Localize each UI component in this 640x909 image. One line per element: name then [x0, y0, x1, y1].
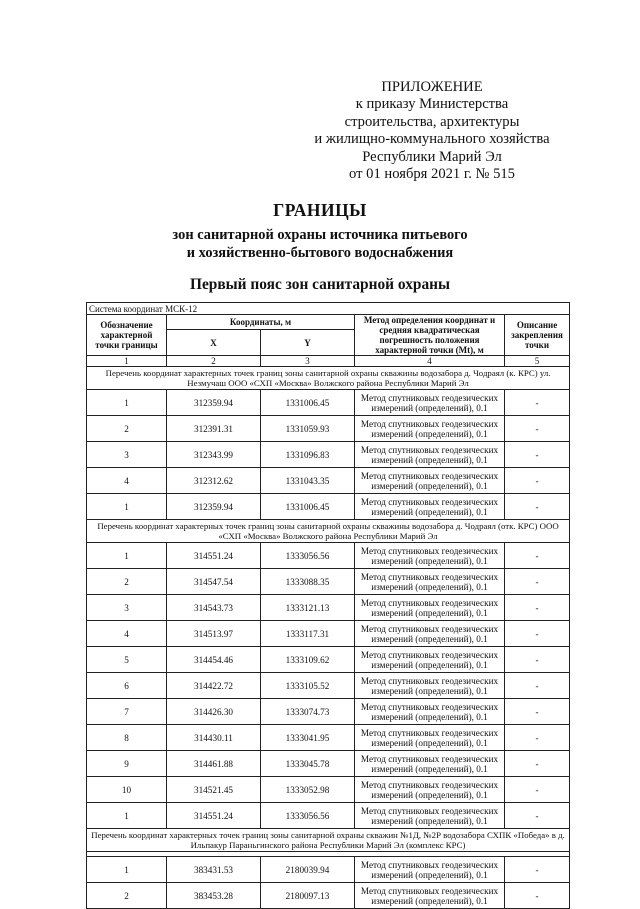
- y-cell: 1333045.78: [261, 751, 355, 777]
- fixing-cell: -: [505, 883, 570, 909]
- x-cell: 312359.94: [167, 494, 261, 520]
- x-cell: 314543.73: [167, 595, 261, 621]
- fixing-cell: -: [505, 569, 570, 595]
- fixing-cell: -: [505, 416, 570, 442]
- y-cell: 1331043.35: [261, 468, 355, 494]
- y-cell: 1333056.56: [261, 543, 355, 569]
- coordinates-table: [86, 302, 570, 909]
- fixing-cell: -: [505, 725, 570, 751]
- x-cell: 314551.24: [167, 543, 261, 569]
- method-cell: Метод спутниковых геодезических измерений (определений), 0.1: [355, 647, 505, 673]
- method-cell: Метод спутниковых геодезических измерений (определений), 0.1: [355, 468, 505, 494]
- x-cell: 314454.46: [167, 647, 261, 673]
- fixing-cell: -: [505, 673, 570, 699]
- belt-heading: Первый пояс зон санитарной охраны: [189, 276, 451, 293]
- document-title: ГРАНИЦЫ: [273, 200, 367, 220]
- column-number: 1: [87, 356, 167, 367]
- point-cell: 6: [87, 673, 167, 699]
- fixing-cell: -: [505, 621, 570, 647]
- x-cell: 312391.31: [167, 416, 261, 442]
- point-cell: 3: [87, 595, 167, 621]
- method-cell: Метод спутниковых геодезических измерений (определений), 0.1: [355, 751, 505, 777]
- table-row: [87, 673, 570, 699]
- method-cell: Метод спутниковых геодезических измерений (определений), 0.1: [355, 442, 505, 468]
- x-cell: 312312.62: [167, 468, 261, 494]
- method-cell: Метод спутниковых геодезических измерений (определений), 0.1: [355, 725, 505, 751]
- coordinate-system-label: Система координат МСК-12: [87, 303, 570, 315]
- header-method: Метод определения координат и средняя квадратическая погрешность положения характерной точки (Mt), м: [355, 315, 505, 356]
- y-cell: 2180039.94: [261, 857, 355, 883]
- y-cell: 1331059.93: [261, 416, 355, 442]
- table-row: [87, 621, 570, 647]
- x-cell: 383453.28: [167, 883, 261, 909]
- header-y: Y: [261, 330, 355, 356]
- y-cell: 1333109.62: [261, 647, 355, 673]
- x-cell: 312343.99: [167, 442, 261, 468]
- table-row: [87, 647, 570, 673]
- column-number: 4: [355, 356, 505, 367]
- method-cell: Метод спутниковых геодезических измерений (определений), 0.1: [355, 777, 505, 803]
- x-cell: 314521.45: [167, 777, 261, 803]
- y-cell: 1333117.31: [261, 621, 355, 647]
- method-cell: Метод спутниковых геодезических измерений (определений), 0.1: [355, 857, 505, 883]
- table-row: [87, 416, 570, 442]
- appendix-line: и жилищно-коммунального хозяйства: [314, 131, 550, 148]
- fixing-cell: -: [505, 803, 570, 829]
- y-cell: 1333088.35: [261, 569, 355, 595]
- document-subtitle-line-2: и хозяйственно-бытового водоснабжения: [186, 245, 454, 261]
- table-row: [87, 857, 570, 883]
- fixing-cell: -: [505, 751, 570, 777]
- fixing-cell: -: [505, 390, 570, 416]
- document-subtitle-line-1: зон санитарной охраны источника питьевого: [172, 227, 468, 243]
- document-subtitle: [0, 226, 640, 262]
- column-number: 3: [261, 356, 355, 367]
- point-cell: 2: [87, 883, 167, 909]
- point-cell: 9: [87, 751, 167, 777]
- point-cell: 2: [87, 569, 167, 595]
- table-row: [87, 390, 570, 416]
- table-row: [87, 468, 570, 494]
- y-cell: 1331006.45: [261, 390, 355, 416]
- fixing-cell: -: [505, 494, 570, 520]
- appendix-block: [282, 79, 582, 183]
- point-cell: 1: [87, 494, 167, 520]
- table-row: [87, 569, 570, 595]
- table-row: [87, 595, 570, 621]
- x-cell: 314426.30: [167, 699, 261, 725]
- method-cell: Метод спутниковых геодезических измерений (определений), 0.1: [355, 673, 505, 699]
- point-cell: 4: [87, 621, 167, 647]
- point-cell: 1: [87, 390, 167, 416]
- section-title: Перечень координат характерных точек границ зоны санитарной охраны скважины водозабора д. Чодраял (отк. КРС) ООО «СХП «Москва» Волжского района Республики Марий Эл: [87, 520, 570, 543]
- y-cell: 1333056.56: [261, 803, 355, 829]
- method-cell: Метод спутниковых геодезических измерений (определений), 0.1: [355, 416, 505, 442]
- y-cell: 1333121.13: [261, 595, 355, 621]
- point-cell: 5: [87, 647, 167, 673]
- method-cell: Метод спутниковых геодезических измерений (определений), 0.1: [355, 621, 505, 647]
- method-cell: Метод спутниковых геодезических измерений (определений), 0.1: [355, 494, 505, 520]
- method-cell: Метод спутниковых геодезических измерений (определений), 0.1: [355, 569, 505, 595]
- appendix-title: ПРИЛОЖЕНИЕ: [381, 79, 483, 95]
- x-cell: 314547.54: [167, 569, 261, 595]
- point-cell: 2: [87, 416, 167, 442]
- fixing-cell: -: [505, 857, 570, 883]
- appendix-line: строительства, архитектуры: [344, 113, 520, 130]
- method-cell: Метод спутниковых геодезических измерений (определений), 0.1: [355, 883, 505, 909]
- fixing-cell: -: [505, 468, 570, 494]
- fixing-cell: -: [505, 647, 570, 673]
- method-cell: Метод спутниковых геодезических измерений (определений), 0.1: [355, 803, 505, 829]
- table-row: [87, 494, 570, 520]
- point-cell: 1: [87, 543, 167, 569]
- appendix-line: к приказу Министерства: [355, 96, 509, 113]
- column-number: 5: [505, 356, 570, 367]
- table-row: [87, 725, 570, 751]
- point-cell: 3: [87, 442, 167, 468]
- header-fixing: Описание закрепления точки: [505, 315, 570, 356]
- x-cell: 314461.88: [167, 751, 261, 777]
- table-row: [87, 751, 570, 777]
- table-row: [87, 543, 570, 569]
- fixing-cell: -: [505, 699, 570, 725]
- section-title: Перечень координат характерных точек границ зоны санитарной охраны скважин №1Д, №2Р водозабора СХПК «Победа» в д. Ильпакур Параньгинского района Республики Марий Эл (комплекс КРС): [87, 829, 570, 852]
- fixing-cell: -: [505, 543, 570, 569]
- point-cell: 4: [87, 468, 167, 494]
- appendix-line: Республики Марий Эл: [362, 148, 502, 165]
- column-number: 2: [167, 356, 261, 367]
- table-row: [87, 442, 570, 468]
- table-row: [87, 777, 570, 803]
- fixing-cell: -: [505, 442, 570, 468]
- y-cell: 1333041.95: [261, 725, 355, 751]
- x-cell: 383431.53: [167, 857, 261, 883]
- table-row: [87, 699, 570, 725]
- x-cell: 314551.24: [167, 803, 261, 829]
- x-cell: 314513.97: [167, 621, 261, 647]
- appendix-date-number: от 01 ноября 2021 г. № 515: [349, 166, 515, 183]
- point-cell: 1: [87, 803, 167, 829]
- y-cell: 1333052.98: [261, 777, 355, 803]
- x-cell: 314430.11: [167, 725, 261, 751]
- method-cell: Метод спутниковых геодезических измерений (определений), 0.1: [355, 543, 505, 569]
- y-cell: 1331096.83: [261, 442, 355, 468]
- y-cell: 1333105.52: [261, 673, 355, 699]
- header-coordinates: Координаты, м: [167, 315, 355, 330]
- x-cell: 314422.72: [167, 673, 261, 699]
- point-cell: 10: [87, 777, 167, 803]
- fixing-cell: -: [505, 777, 570, 803]
- method-cell: Метод спутниковых геодезических измерений (определений), 0.1: [355, 390, 505, 416]
- x-cell: 312359.94: [167, 390, 261, 416]
- header-x: X: [167, 330, 261, 356]
- y-cell: 1333074.73: [261, 699, 355, 725]
- y-cell: 2180097.13: [261, 883, 355, 909]
- method-cell: Метод спутниковых геодезических измерений (определений), 0.1: [355, 699, 505, 725]
- section-title: Перечень координат характерных точек границ зоны санитарной охраны скважины водозабора д. Чодраял (к. КРС) ул. Незмучаш ООО «СХП «Москва» Волжского района Республики Марий Эл: [87, 367, 570, 390]
- point-cell: 1: [87, 857, 167, 883]
- fixing-cell: -: [505, 595, 570, 621]
- header-point: Обозначение характерной точки границы: [87, 315, 167, 356]
- y-cell: 1331006.45: [261, 494, 355, 520]
- point-cell: 8: [87, 725, 167, 751]
- point-cell: 7: [87, 699, 167, 725]
- method-cell: Метод спутниковых геодезических измерений (определений), 0.1: [355, 595, 505, 621]
- table-row: [87, 803, 570, 829]
